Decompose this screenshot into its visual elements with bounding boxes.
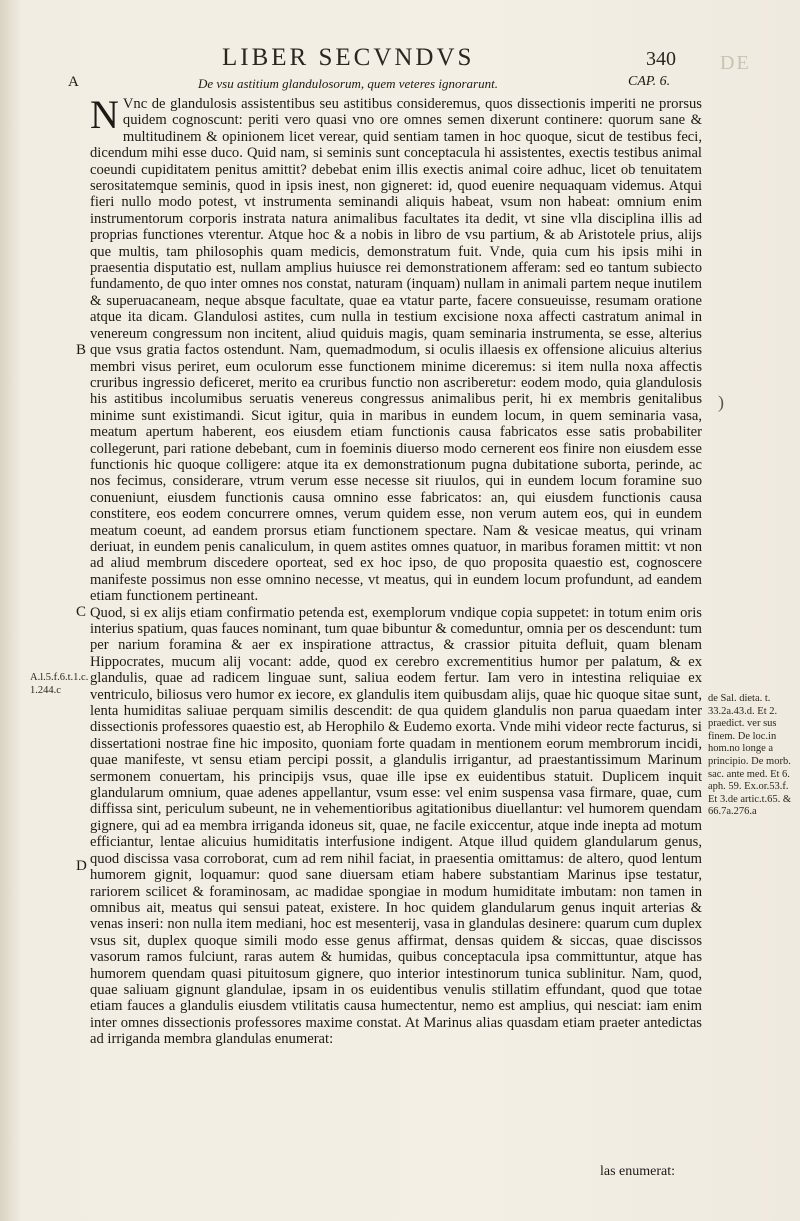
chapter-title: De vsu astitium glandulosorum, quem veteres ignorarunt. <box>198 76 498 91</box>
paragraph-2 <box>90 605 702 1048</box>
catchword: las enumerat: <box>600 1164 676 1179</box>
page-number: 340 <box>646 48 676 70</box>
margin-note-right: de Sal. dieta. t. 33.2a.43.d. Et 2. praedict. ver sus finem. De loc.in hom.no longe a principio. De morb. sac. ante med. Et 6. aph. 59. Ex.or.53.f. Et 3.de artic.t.65. & 66.7a.276.a <box>708 693 792 818</box>
running-title: LIBER SECVNDVS <box>222 44 475 71</box>
paragraph-1-text: Vnc de glandulosis assistentibus seu astitibus consideremus, quos dissectionis imperiti ne prorsus quidem cognoscunt: periti vero quasi vno ore omnes semen dixerunt continere: quorum sane & multitudinem & opinionem licet verear, quid sentiam tamen in hoc quoque, sicut de testibus feci, dicendum mihi esse duco. Quid nam, si seminis sunt conceptacula hi assistentes, exectis testibus animal coeundi cupiditatem penitus amittit? debebat enim illis exectis animal coire adhuc, licet ob tenuitatem serositatemque seminis, quod in ipsis inest, non gigneret: id, quod euenire nequaquam videmus. Atqui fieri nullo modo potest, vt instrumenta seminandi aliquis habeat, vsum non habeat: omnium enim instrumentorum corporis instrata natura animalibus facultates ita dedit, vt sine vlla disciplina illis ad proprias functiones vterentur. Atque hoc & a nobis in libro de vsu partium, & ab Aristotele prius, alijs que multis, tam philosophis quam medicis, demonstratum fuit. Vnde, quia cum his ipsis mihi in praesentia disputatio est, nullam amplius huiusce rei demonstrationem afferam: sed eo tantum subiecto fundamento, de quo inter omnes nos constat, naturam (inquam) nullam in animali partem neque inutilem & superuacaneam, neque absque facultate, quae ea vtatur parte, facere consueuisse, resumam oratione atque ita dicam. Glandulosi astites, cum nulla in testium excisione noxa affecti castratum animal in venereum congressum non incitent, aliud quiduis magis, quam seminaria instrumenta, se esse, alterius que vsus gratia factos ostendunt. Nam, quemadmodum, si oculis illaesis ex offensione alicuius alterius membri visus periret, eum oculorum esse functionem minime diceremus: si item nulla noxa affectis cruribus ingressio deficeret, merito ea cruribus functio non ascriberetur: eodem modo, quia glandulosis his astitibus incolumibus seruatis venereus congressus animalibus perit, hi ex membris genitalibus minime sunt existimandi. Sicut igitur, quia in maribus in eundem locum, in quem seminaria vasa, meatum apertum haberent, eos eiusdem etiam functionis causa fabricatos esse satis probabiliter collegerunt, pari ratione debebant, cum in foeminis diuerso modo cernerent eos finire non eiusdem esse functionis hic quoque colligere: atque ita ex demonstrationum pugna dubitatione suborta, perinde, ac nos fecimus, considerare, vtrum verum esse necesse sit riuulos, qui in eundem locum foramine suo conueniunt, eiusdem functionis causa omnino esse fabricatos: an, qui eiusdem functionis causa constitere, eos eodem concurrere omnes, verum quidem esse, non verum autem eos, qui in eundem meatum coeunt, ad eandem prorsus etiam functionem spectare. Nam & vesicae meatus, qui vrinam deriuat, in eundem penis canaliculum, in quem astites omnes quatuor, in maribus foramen mittit: vt non ad aliud membrum discedere oporteat, sed ex hoc ipso, de quo proposita quaestio est, cognoscere manifeste possimus non esse omnino necesse, vt meatus, qui in eundem locum profundunt, ad eandem etiam functionem pertineant. <box>90 96 702 605</box>
section-marker-b: B <box>76 342 87 358</box>
paragraph-1 <box>90 92 702 605</box>
chapter-heading <box>68 74 708 96</box>
paragraph-2-text: Quod, si ex alijs etiam confirmatio petenda est, exemplorum vndique copia suppetet: in totum enim oris interius spatium, quas fauces nominant, tum quae bibuntur & comeduntur, omnia per os descendunt: tum per narium foramina & aer ex inspiratione attractus, & crassior pituita defluit, quam blenam Hippocrates, mucum alij vocant: adde, quod ex cerebro excrementitius humor per palatum, & ex glandulis, quae ad radicem linguae sunt, saliua eodem fertur. Iam vero in intestina reliquiae ex ventriculo, biliosus vero humor ex iecore, ex glandulis item quibusdam alijs, quae hic quoque sitae sunt, lenta humiditas saliuae perquam similis descendit: de qua quidem glandulis non parua quaedam inter dissectionis professores quaestio est, ab Herophilo & Eudemo exorta. Vnde mihi videor recte facturus, si dissertationi nostrae fine hic imposito, quoniam forte quadam in mentionem eorum membrorum incidi, quae manifeste, vt sensu etiam percipi possit, a glandulis irrigantur, ad praestantissimum Marinum sermonem conuertam, his principijs vsus, quae ille ipse ex euidentibus statuit. Duplicem inquit glandularum omnium, quae adenes appellantur, vsum esse: vel enim suspensa vasa firmare, quae, cum diffissa sint, periculum subeunt, ne in vehementioribus agitationibus diuellantur: vel humorem quendam gignere, qui ad ea membra irriganda idoneus sit, quae, ne facile exiccentur, atque inde inepta ad motum efficiantur, lentae alicuius humiditatis interfusione indigent. Atque illud quidem glandularum genus, quod discissa vasa corroborat, cum ad rem nihil faciat, in praesentia omittamus: de altero, quod lentum humorem gignit, loquamur: quod sane diuersam etiam habere substantiam Marinus ipse testatur, rariorem scilicet & foraminosam, ac madidae spongiae in modum humiditate imbutam: non tamen in omnibus ait, meatus qui sensui pateat, existere. In hoc quidem glandularum genus inquit arterias & venas inseri: non nulla item mediani, hoc est mesenterij, vasa in glandulas desinere: quarum cum duplex vsus sit, duplex quoque simili modo esse genus affirmat, densas quidem & siccas, quae discissos vasorum ramos fulciunt, raras autem & humidas, quibus conceptacula ipsa committuntur, atque has humorem quendam quasi pituitosum gignere, quo interior intestinorum tunica sublinitur. Nam, quod, quae saliuam gignunt glandulae, ipsam in os euidentibus venulis stillatim effundant, quod que totae etiam fauces a glandulis eiusdem vtilitatis causa humectentur, nemo est amplius, qui nesciat: iam enim inter omnes dissectionis professores maxime constat. At Marinus alias quasdam etiam praeter antedictas ad irriganda membra glandulas enumerat: <box>90 604 702 1048</box>
section-marker-a: A <box>68 74 79 90</box>
margin-note-left: A.l.5.f.6.t.1.c. 1.244.c <box>30 672 89 696</box>
section-marker-c: C <box>76 604 87 620</box>
main-text <box>90 92 702 1048</box>
chapter-number: CAP. 6. <box>628 74 671 89</box>
section-marker-d: D <box>76 858 87 874</box>
margin-bracket-mark: ) <box>718 392 724 412</box>
drop-cap: N <box>90 92 119 137</box>
bleed-through-text: DE <box>720 52 751 74</box>
